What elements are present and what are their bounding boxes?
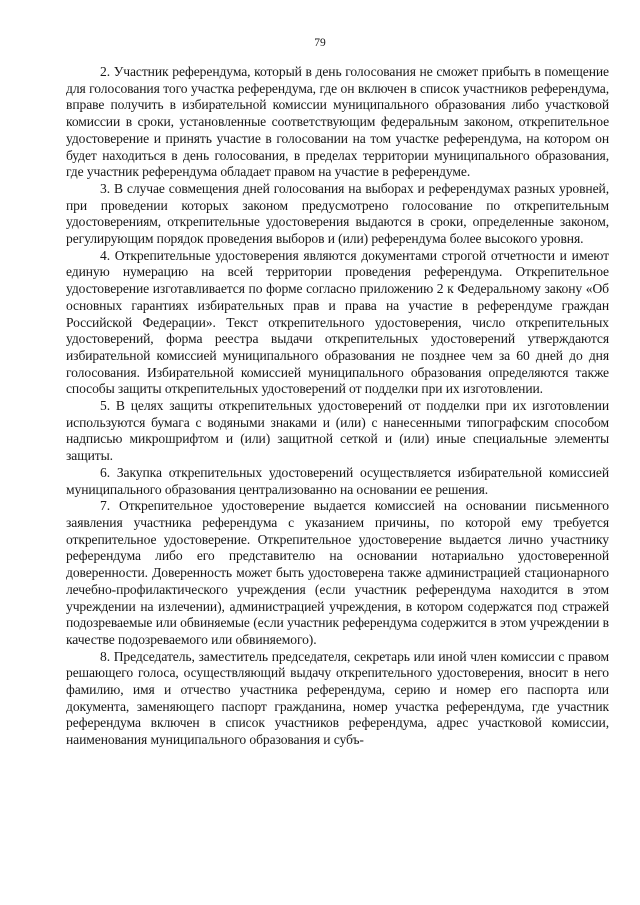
document-body (66, 64, 609, 749)
paragraph-4: 4. Открепительные удостоверения являются документами строгой отчетности и имеют единую нумерацию на всей территории проведения референдума. Открепительное удостоверение изготавливается по форме согласно приложению 2 к Федеральному закону «Об основных гарантиях избирательных прав и права на участие в референдуме граждан Российской Федерации». Текст открепительного удостоверения, число открепительных удостоверений, форма реестра выдачи открепительных удостоверений утверждаются избирательной комиссией муниципального образования не позднее чем за 60 дней до дня голосования. Избирательной комиссией муниципального образования определяются также способы защиты открепительных удостоверений от подделки при их изготовлении. (66, 247, 609, 397)
paragraph-2: 2. Участник референдума, который в день голосования не сможет прибыть в помещение для голосования того участка референдума, где он включен в список участников референдума, вправе получить в избирательной комиссии муниципального образования либо участковой комиссии в сроки, установленные соответствующим федеральным законом, открепительное удостоверение и принять участие в голосовании на том участке референдума, на котором он будет находиться в день голосования, в пределах территории муниципального образования, где участник референдума обладает правом на участие в референдуме. (66, 64, 609, 180)
paragraph-6: 6. Закупка открепительных удостоверений осуществляется избирательной комиссией муниципального образования централизованно на основании ее решения. (66, 464, 609, 497)
paragraph-3: 3. В случае совмещения дней голосования на выборах и референдумах разных уровней, при проведении которых законом предусмотрено голосование по открепительным удостоверениям, открепительные удостоверения выдаются в сроки, определенные законом, регулирующим порядок проведения выборов и (или) референдума более высокого уровня. (66, 180, 609, 247)
page-number: 79 (314, 37, 326, 49)
paragraph-5: 5. В целях защиты открепительных удостоверений от подделки при их изготовлении используются бумага с водяными знаками и (или) с нанесенными типографским способом надписью микрошрифтом и (или) защитной сеткой и (или) иные специальные элементы защиты. (66, 398, 609, 464)
paragraph-7: 7. Открепительное удостоверение выдается комиссией на основании письменного заявления участника референдума с указанием причины, по которой ему требуется открепительное удостоверение. Открепительное удостоверение выдается лично участнику референдума либо его представителю на основании нотариально удостоверенной доверенности. Доверенность может быть удостоверена также администрацией стационарного лечебно-профилактического учреждения (если участник референдума находится в этом учреждении на излечении), администрацией учреждения, в котором содержатся под стражей подозреваемые или обвиняемые (если участник референдума содержится в этом учреждении в качестве подозреваемого или обвиняемого). (66, 498, 609, 647)
paragraph-8: 8. Председатель, заместитель председателя, секретарь или иной член комиссии с правом решающего голоса, осуществляющий выдачу открепительного удостоверения, вносит в него фамилию, имя и отчество участника референдума, серию и номер его паспорта или документа, заменяющего паспорт гражданина, номер участка референдума, где участник референдума включен в список участников референдума, адрес участковой комиссии, наименования муниципального образования и субъ- (66, 648, 609, 748)
